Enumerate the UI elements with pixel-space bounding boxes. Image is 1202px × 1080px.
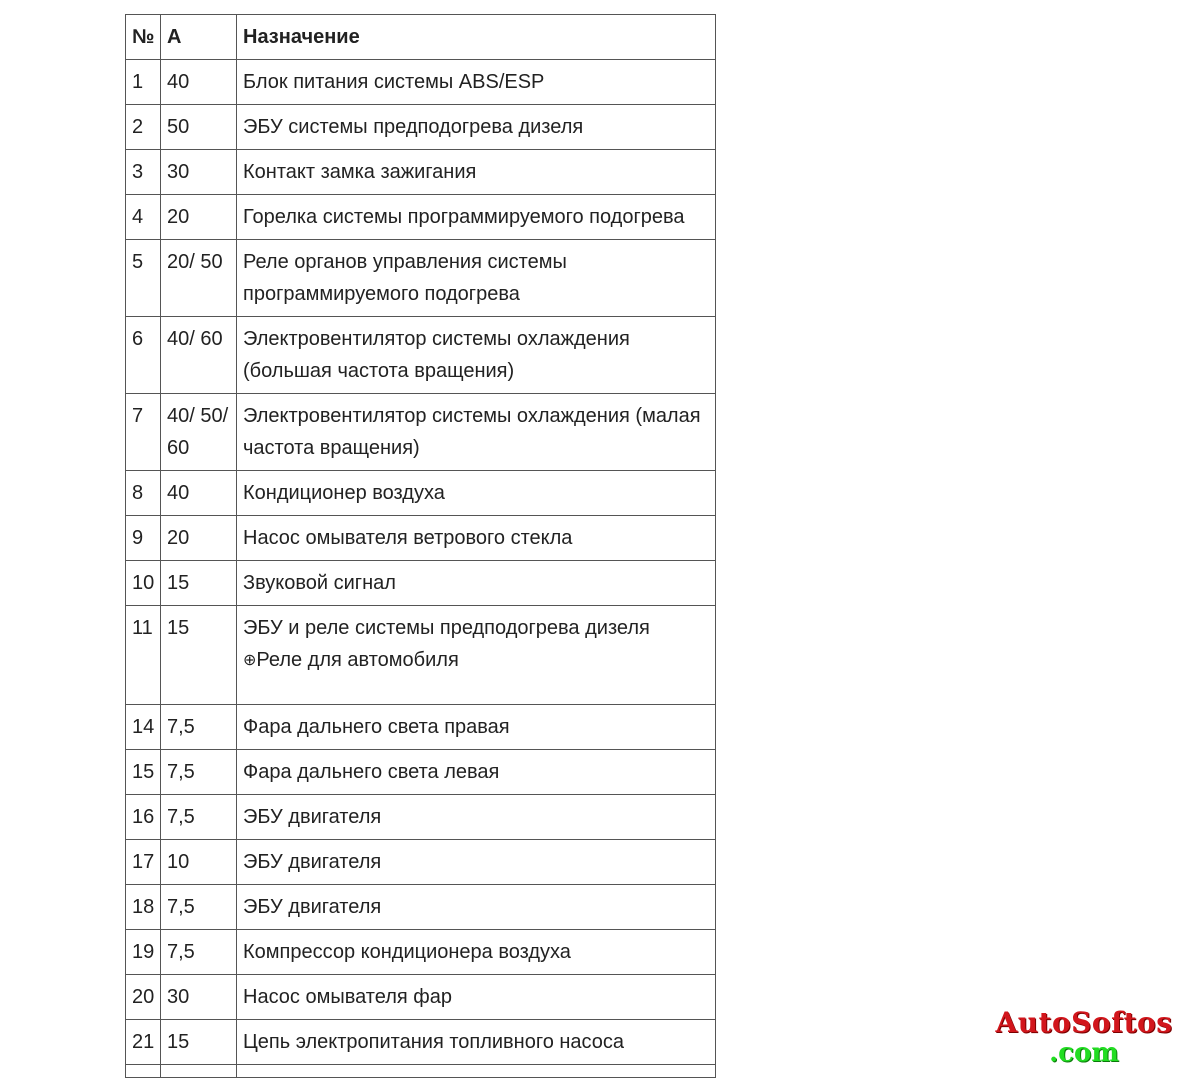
watermark-domain: .com — [1049, 1038, 1119, 1068]
purpose-text: ЭБУ двигателя — [243, 851, 382, 873]
cell-purpose — [237, 240, 716, 317]
cell-purpose — [237, 840, 716, 885]
header-amperage: А — [161, 15, 237, 60]
cell-number: 10 — [126, 561, 161, 606]
cell-amperage: 40/ 60 — [161, 317, 237, 394]
cell-number — [126, 1065, 161, 1078]
cell-amperage: 7,5 — [161, 885, 237, 930]
purpose-text: Электровентилятор системы охлаждения (большая частота вращения) — [243, 328, 630, 382]
cell-number: 20 — [126, 975, 161, 1020]
cell-amperage: 7,5 — [161, 705, 237, 750]
purpose-text: Компрессор кондиционера воздуха — [243, 941, 571, 963]
table-row — [126, 840, 716, 885]
table-row — [126, 150, 716, 195]
table-row — [126, 516, 716, 561]
circled-plus-icon: ⊕ — [243, 652, 257, 669]
cell-amperage: 50 — [161, 105, 237, 150]
purpose-text: Блок питания системы ABS/ESP — [243, 71, 545, 93]
cell-amperage: 30 — [161, 150, 237, 195]
table-row — [126, 105, 716, 150]
cell-purpose — [237, 516, 716, 561]
cell-amperage — [161, 1065, 237, 1078]
purpose-text: Цепь электропитания топливного насоса — [243, 1031, 625, 1053]
cell-amperage: 20 — [161, 516, 237, 561]
cell-amperage: 10 — [161, 840, 237, 885]
cell-purpose — [237, 1065, 716, 1078]
table-row — [126, 795, 716, 840]
table-row — [126, 195, 716, 240]
cell-purpose — [237, 705, 716, 750]
cell-number: 7 — [126, 394, 161, 471]
cell-number: 21 — [126, 1020, 161, 1065]
table-body — [126, 60, 716, 1078]
cell-amperage: 20/ 50 — [161, 240, 237, 317]
purpose-text: Фара дальнего света левая — [243, 761, 500, 783]
cell-purpose — [237, 150, 716, 195]
watermark-name: AutoSoftos — [995, 1006, 1173, 1039]
cell-number: 8 — [126, 471, 161, 516]
cell-number: 1 — [126, 60, 161, 105]
cell-amperage: 15 — [161, 561, 237, 606]
cell-amperage: 20 — [161, 195, 237, 240]
header-number: № — [126, 15, 161, 60]
cell-number: 3 — [126, 150, 161, 195]
cell-amperage: 7,5 — [161, 930, 237, 975]
cell-purpose — [237, 394, 716, 471]
table-row — [126, 240, 716, 317]
cell-purpose — [237, 105, 716, 150]
purpose-text: ЭБУ и реле системы предподогрева дизеля — [243, 617, 650, 639]
cell-number: 16 — [126, 795, 161, 840]
cell-purpose — [237, 930, 716, 975]
cell-number: 18 — [126, 885, 161, 930]
purpose-text: Звуковой сигнал — [243, 572, 396, 594]
cell-number: 5 — [126, 240, 161, 317]
cell-amperage: 40 — [161, 60, 237, 105]
cell-amperage: 30 — [161, 975, 237, 1020]
cell-number: 11 — [126, 606, 161, 705]
cell-number: 2 — [126, 105, 161, 150]
table-row — [126, 705, 716, 750]
table-row — [126, 394, 716, 471]
autosoftos-watermark-logo — [984, 1008, 1184, 1068]
table-row — [126, 930, 716, 975]
cell-purpose — [237, 195, 716, 240]
cell-number: 17 — [126, 840, 161, 885]
cell-purpose — [237, 795, 716, 840]
table-row — [126, 1020, 716, 1065]
table-row — [126, 606, 716, 705]
purpose-text: Фара дальнего света правая — [243, 716, 510, 738]
table-row — [126, 60, 716, 105]
table-row — [126, 317, 716, 394]
cell-purpose — [237, 1020, 716, 1065]
purpose-text: Контакт замка зажигания — [243, 161, 477, 183]
related-link[interactable] — [243, 644, 709, 698]
cell-purpose — [237, 471, 716, 516]
cell-number: 14 — [126, 705, 161, 750]
table-row — [126, 750, 716, 795]
cell-purpose — [237, 606, 716, 705]
purpose-text: ЭБУ двигателя — [243, 896, 382, 918]
cell-amperage: 40 — [161, 471, 237, 516]
fuse-table — [125, 14, 716, 1078]
cell-purpose — [237, 750, 716, 795]
table-row — [126, 1065, 716, 1078]
table-row — [126, 471, 716, 516]
cell-purpose — [237, 975, 716, 1020]
cell-purpose — [237, 885, 716, 930]
table-header-row — [126, 15, 716, 60]
cell-number: 9 — [126, 516, 161, 561]
cell-amperage: 7,5 — [161, 795, 237, 840]
table-row — [126, 885, 716, 930]
purpose-text: ЭБУ двигателя — [243, 806, 382, 828]
cell-number: 19 — [126, 930, 161, 975]
purpose-text: Кондиционер воздуха — [243, 482, 445, 504]
cell-amperage: 15 — [161, 606, 237, 705]
purpose-text: Горелка системы программируемого подогрева — [243, 206, 685, 228]
cell-amperage: 15 — [161, 1020, 237, 1065]
purpose-text: Насос омывателя ветрового стекла — [243, 527, 573, 549]
cell-purpose — [237, 561, 716, 606]
header-purpose: Назначение — [237, 15, 716, 60]
cell-number: 15 — [126, 750, 161, 795]
cell-purpose — [237, 317, 716, 394]
purpose-text: Электровентилятор системы охлаждения (малая частота вращения) — [243, 405, 701, 459]
cell-amperage: 7,5 — [161, 750, 237, 795]
table-row — [126, 975, 716, 1020]
cell-amperage: 40/ 50/ 60 — [161, 394, 237, 471]
purpose-text: Насос омывателя фар — [243, 986, 452, 1008]
related-link-label: Реле для автомобиля — [256, 649, 459, 671]
cell-number: 6 — [126, 317, 161, 394]
cell-number: 4 — [126, 195, 161, 240]
cell-purpose — [237, 60, 716, 105]
table-row — [126, 561, 716, 606]
purpose-text: ЭБУ системы предподогрева дизеля — [243, 116, 584, 138]
purpose-text: Реле органов управления системы программируемого подогрева — [243, 251, 567, 305]
